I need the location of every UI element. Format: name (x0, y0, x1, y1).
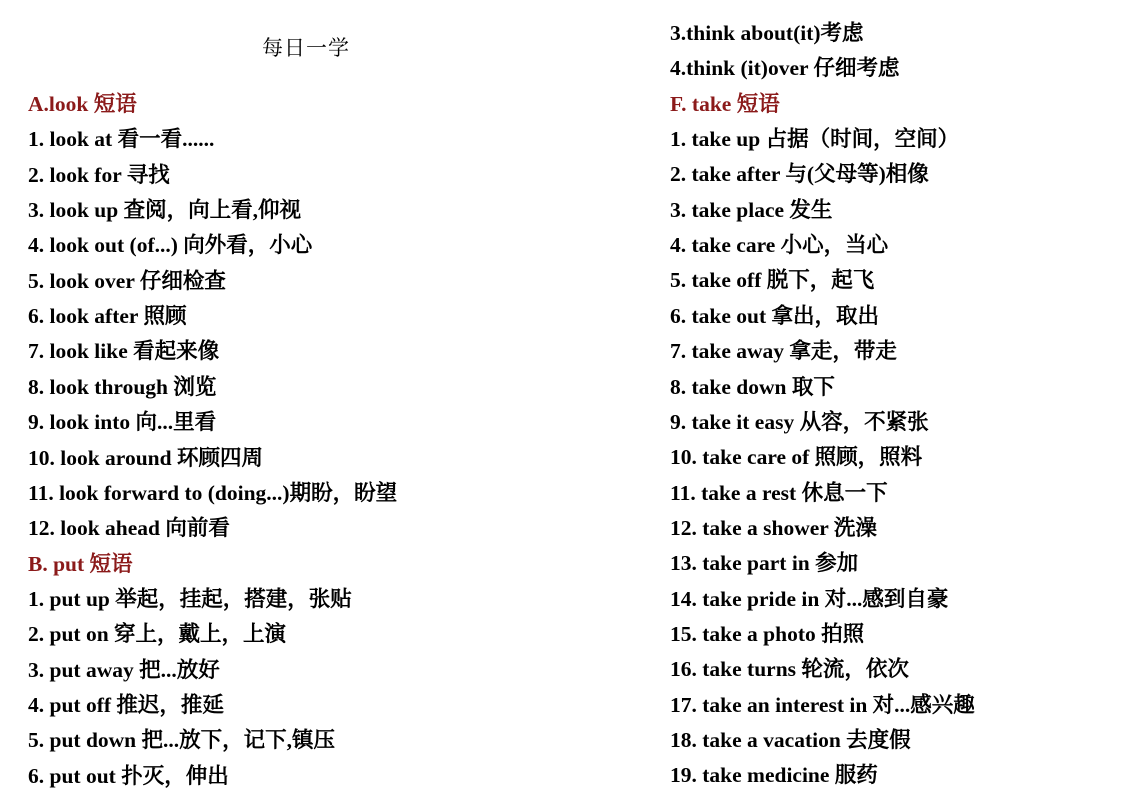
phrase-line: 7. take away 拿走，带走 (670, 339, 897, 364)
phrase-line: 11. look forward to (doing...)期盼，盼望 (28, 480, 398, 505)
phrase-line: 7. look like 看起来像 (28, 339, 220, 364)
phrase-line: 4. put off 推迟，推延 (28, 692, 224, 717)
phrase-line: 11. take a rest 休息一下 (670, 480, 888, 505)
phrase-line: 8. take down 取下 (670, 374, 835, 399)
phrase-line: 13. take part in 参加 (670, 551, 859, 576)
phrase-line: 4. look out (of...) 向外看，小心 (28, 233, 313, 258)
phrase-line: 15. take a photo 拍照 (670, 621, 865, 646)
phrase-line: 16. take turns 轮流，依次 (670, 657, 909, 682)
phrase-line: 18. take a vacation 去度假 (670, 728, 911, 752)
section-heading: A.look 短语 (28, 92, 137, 116)
section-heading: B. put 短语 (28, 551, 133, 576)
phrase-line: 8. look through 浏览 (28, 374, 217, 399)
phrase-line: 9. look into 向...里看 (28, 410, 217, 435)
phrase-line: 3. put away 把...放好 (28, 657, 220, 682)
phrase-line: 14. take pride in 对...感到自豪 (670, 586, 949, 611)
phrase-line: 12. look ahead 向前看 (28, 516, 230, 541)
phrase-line: 12. take a shower 洗澡 (670, 515, 877, 540)
phrase-line: 3. take place 发生 (670, 197, 833, 222)
phrase-line: 3. look up 查阅，向上看,仰视 (28, 198, 301, 223)
phrase-line: 19. take medicine 服药 (670, 763, 878, 788)
phrase-line: 2. look for 寻找 (28, 162, 170, 187)
phrase-line: 2. put on 穿上，戴上，上演 (28, 622, 287, 647)
phrase-line: 5. look over 仔细检查 (28, 268, 226, 293)
phrase-line: 6. put out 扑灭，伸出 (28, 763, 229, 788)
phrase-line: 1. put up 举起，挂起，搭建，张贴 (28, 586, 352, 611)
phrase-line: 2. take after 与(父母等)相像 (670, 162, 929, 187)
phrase-line: 5. put down 把...放下，记下,镇压 (28, 728, 336, 753)
phrase-line: 10. take care of 照顾，照料 (670, 445, 923, 470)
phrase-line: 4. take care 小心，当心 (670, 233, 889, 258)
phrase-line: 1. take up 占据（时间，空间） (670, 127, 960, 152)
page-title: 每日一学 (262, 36, 350, 60)
phrase-line: 3.think about(it)考虑 (670, 21, 864, 45)
phrase-line: 1. look at 看一看...... (28, 127, 215, 152)
phrase-line: 6. look after 照顾 (28, 304, 187, 329)
phrase-line: 5. take off 脱下，起飞 (670, 268, 875, 293)
phrase-line: 9. take it easy 从容，不紧张 (670, 409, 929, 434)
phrase-line: 6. take out 拿出，取出 (670, 303, 880, 328)
phrase-line: 10. look around 环顾四周 (28, 445, 263, 470)
phrase-line: 17. take an interest in 对...感兴趣 (670, 692, 975, 717)
phrase-line: 4.think (it)over 仔细考虑 (670, 56, 900, 81)
section-heading: F. take 短语 (670, 91, 780, 116)
